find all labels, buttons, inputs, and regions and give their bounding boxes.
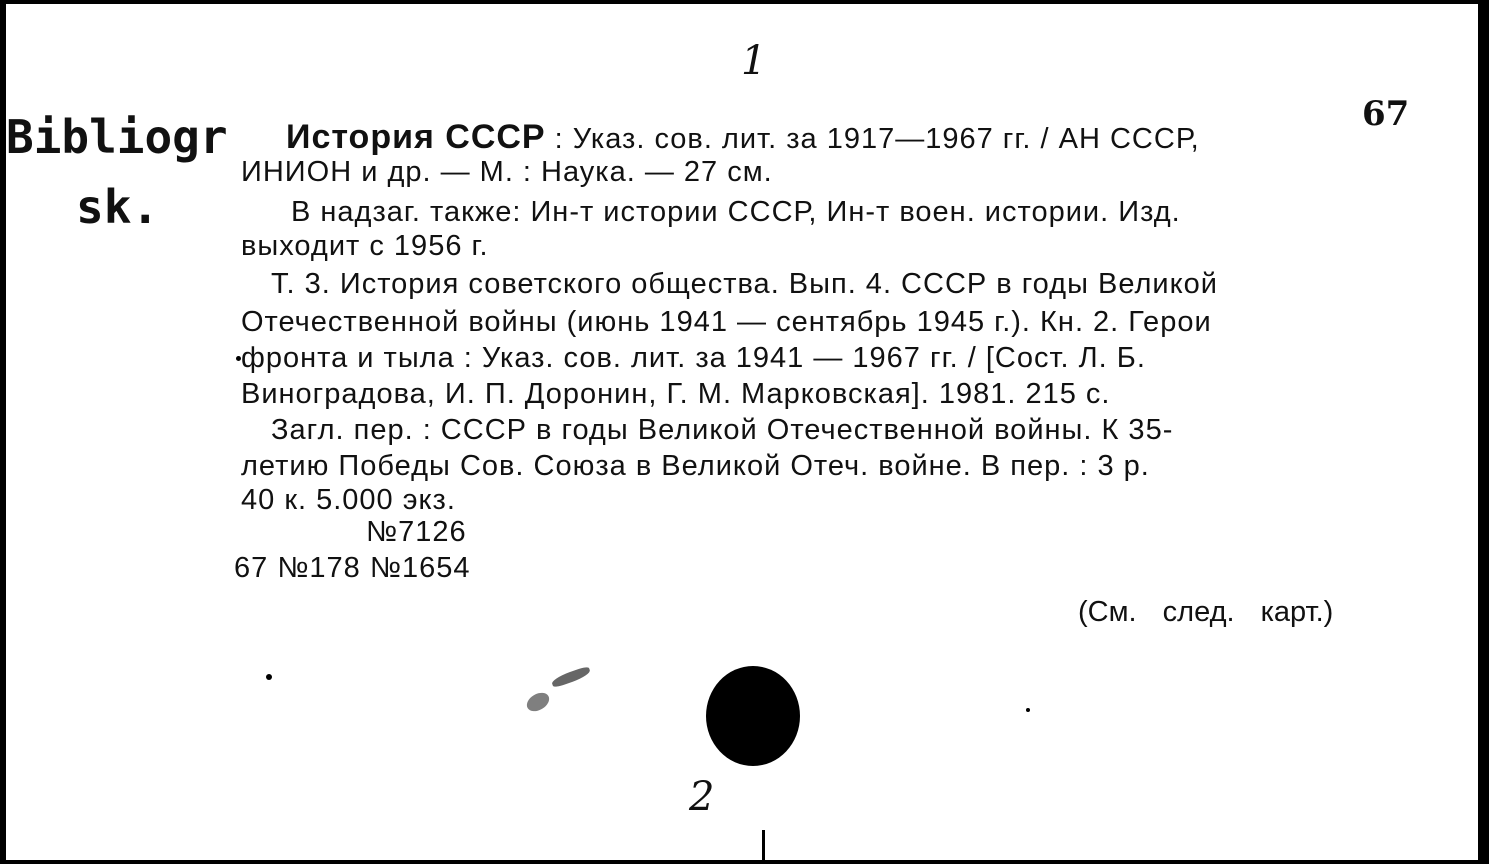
- stamp-line-1: Bibliogr: [6, 110, 228, 164]
- entry-line-4: выходит с 1956 г.: [241, 230, 489, 262]
- bibliography-stamp: [6, 102, 228, 242]
- ink-speck: [1026, 708, 1030, 712]
- handwritten-number: 1: [741, 38, 767, 84]
- handwritten-mark: 2: [689, 774, 715, 820]
- punch-hole: [706, 666, 800, 766]
- entry-line-3: В надзаг. также: Ин-т истории СССР, Ин-т воен. истории. Изд.: [291, 196, 1181, 228]
- entry-line-7: фронта и тыла : Указ. сов. лит. за 1941 — 1967 гг. / [Сост. Л. Б.: [241, 342, 1146, 374]
- ink-speck: [236, 356, 241, 361]
- entry-line-10: летию Победы Сов. Союза в Великой Отеч. войне. В пер. : 3 р.: [241, 450, 1150, 482]
- stamp-line-2: sk.: [76, 180, 160, 234]
- entry-line-12: №7126: [366, 516, 467, 548]
- entry-line-9: Загл. пер. : СССР в годы Великой Отечественной войны. К 35-: [271, 414, 1174, 446]
- card-number: 67: [1362, 94, 1410, 134]
- ink-smudge: [550, 665, 591, 688]
- entry-title: История СССР: [286, 118, 546, 156]
- entry-line-5: Т. 3. История советского общества. Вып. 4. СССР в годы Великой: [271, 268, 1218, 300]
- catalog-card: [6, 4, 1478, 860]
- entry-line-8: Виноградова, И. П. Доронин, Г. М. Марковская]. 1981. 215 с.: [241, 378, 1111, 410]
- entry-heading-line: [286, 118, 1200, 157]
- entry-line-2: ИНИОН и др. — М. : Наука. — 27 см.: [241, 156, 773, 188]
- entry-line-1: : Указ. сов. лит. за 1917—1967 гг. / АН СССР,: [545, 123, 1200, 155]
- entry-line-6: Отечественной войны (июнь 1941 — сентябрь 1945 г.). Кн. 2. Герои: [241, 306, 1212, 338]
- ink-speck: [266, 674, 272, 680]
- entry-line-11: 40 к. 5.000 экз.: [241, 484, 456, 516]
- ink-smudge: [524, 689, 553, 715]
- see-next-card-note: (См. след. карт.): [1078, 596, 1334, 628]
- entry-line-13: 67 №178 №1654: [234, 552, 471, 584]
- tick-mark: [762, 830, 765, 860]
